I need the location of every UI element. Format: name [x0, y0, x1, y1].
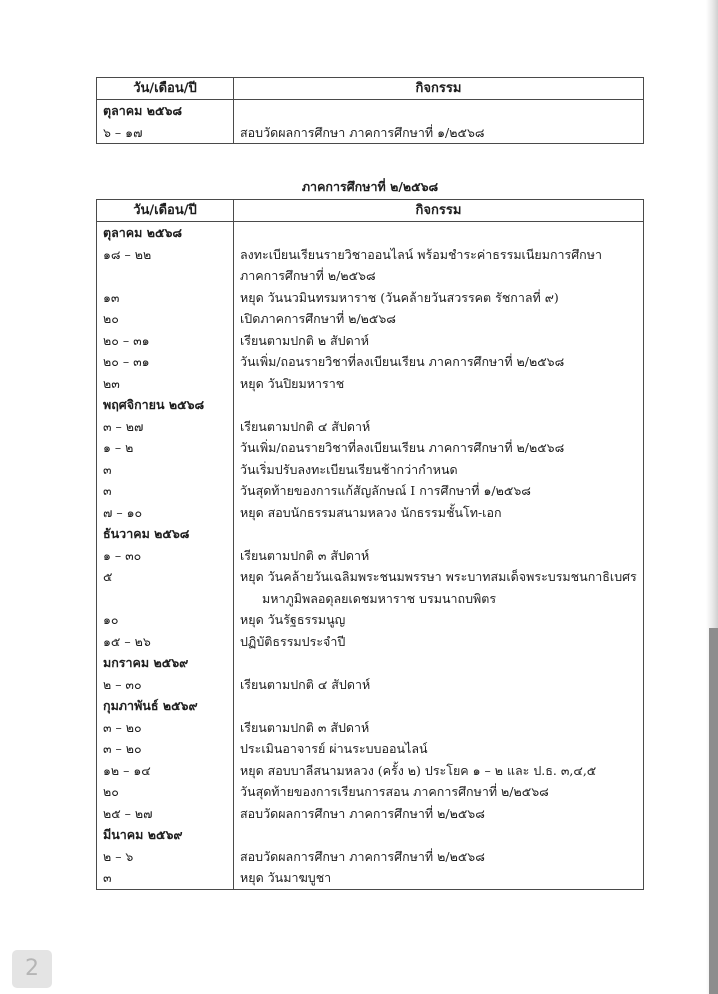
table-row: [97, 373, 644, 395]
activity-cell: [234, 803, 644, 825]
activity-text: สอบวัดผลการศึกษา ภาคการศึกษาที่ ๑/๒๕๖๘: [240, 124, 485, 140]
table-row: [97, 846, 644, 868]
table-row: [97, 803, 644, 825]
table-row: [97, 308, 644, 330]
page-edge-dark: [709, 628, 718, 994]
activity-text: วันเริ่มปรับลงทะเบียนเรียนช้ากว่ากำหนด: [240, 461, 458, 477]
activity-text: วันสุดท้ายของการเรียนการสอน ภาคการศึกษาที่ ๒/๒๕๖๘: [240, 784, 549, 799]
date-cell: ๒ – ๓๐: [97, 674, 234, 696]
date-cell: ๓ – ๒๐: [97, 717, 234, 739]
date-cell: ๗ – ๑๐: [97, 502, 234, 524]
activity-cell: [234, 717, 644, 739]
date-cell: ๑ – ๒: [97, 437, 234, 459]
month-row: [97, 824, 644, 846]
activity-text: เปิดภาคการศึกษาที่ ๒/๒๕๖๘: [240, 311, 396, 326]
activity-cell: [234, 351, 644, 373]
activity-text-continued: ภาคการศึกษาที่ ๒/๒๕๖๘: [240, 268, 376, 283]
month-row: [97, 652, 644, 674]
date-cell: ๕: [97, 566, 234, 609]
header-date: วัน/เดือน/ปี: [97, 78, 234, 100]
month-row: [97, 394, 644, 416]
table-row: [97, 330, 644, 352]
activity-cell: [234, 416, 644, 438]
month-label: กุมภาพันธ์ ๒๕๖๙: [97, 695, 234, 717]
date-cell: ๓: [97, 480, 234, 502]
activity-cell: [234, 330, 644, 352]
table-row: [97, 437, 644, 459]
table-row: [97, 459, 644, 481]
table-row: [97, 760, 644, 782]
table-row: [97, 738, 644, 760]
date-cell: ๒๐: [97, 308, 234, 330]
table-header-row: [97, 78, 644, 100]
activity-cell: [234, 738, 644, 760]
table-row: [97, 545, 644, 567]
date-cell: ๓: [97, 459, 234, 481]
header-activity: กิจกรรม: [234, 78, 644, 100]
table-row: [97, 631, 644, 653]
activity-cell: [234, 824, 644, 846]
activity-cell: [234, 437, 644, 459]
table-row: [97, 566, 644, 609]
month-label: พฤศจิกายน ๒๕๖๘: [97, 394, 234, 416]
activity-text: สอบวัดผลการศึกษา ภาคการศึกษาที่ ๒/๒๕๖๘: [240, 805, 485, 821]
month-label: ธันวาคม ๒๕๖๘: [97, 523, 234, 545]
activity-cell: [234, 122, 644, 144]
activity-cell: [234, 523, 644, 545]
date-cell: ๑๒ – ๑๔: [97, 760, 234, 782]
date-cell: ๑๘ – ๒๒: [97, 244, 234, 287]
date-cell: ๓: [97, 867, 234, 889]
activity-cell: [234, 244, 644, 287]
activity-text: เรียนตามปกติ ๒ สัปดาห์: [240, 332, 369, 348]
activity-cell: [234, 394, 644, 416]
calendar-table-semester-1: [96, 77, 644, 144]
date-cell: ๑๕ – ๒๖: [97, 631, 234, 653]
activity-cell: [234, 695, 644, 717]
activity-cell: [234, 373, 644, 395]
date-cell: ๓ – ๒๐: [97, 738, 234, 760]
activity-text: ปฏิบัติธรรมประจำปี: [240, 633, 346, 649]
semester-title: ภาคการศึกษาที่ ๒/๒๕๖๘: [301, 179, 439, 194]
date-cell: ๒๓: [97, 373, 234, 395]
month-label: มีนาคม ๒๕๖๙: [97, 824, 234, 846]
activity-cell: [234, 781, 644, 803]
table-row: [97, 122, 644, 144]
activity-text: วันเพิ่ม/ถอนรายวิชาที่ลงเบียนเรียน ภาคการศึกษาที่ ๒/๒๕๖๘: [240, 440, 565, 455]
table-header-row: [97, 200, 644, 222]
activity-cell: [234, 308, 644, 330]
table-row: [97, 781, 644, 803]
activity-text: วันสุดท้ายของการแก้สัญลักษณ์ I การศึกษาที่ ๑/๒๕๖๘: [240, 483, 531, 498]
activity-text: เรียนตามปกติ ๔ สัปดาห์: [240, 418, 371, 434]
table-row: [97, 480, 644, 502]
table-row: [97, 287, 644, 309]
activity-text: เรียนตามปกติ ๔ สัปดาห์: [240, 676, 371, 692]
activity-cell: [234, 459, 644, 481]
activity-text: หยุด สอบบาลีสนามหลวง (ครั้ง ๒) ประโยค ๑ – ๒ และ ป.ธ. ๓,๔,๕: [240, 762, 597, 778]
date-cell: ๖ – ๑๗: [97, 122, 234, 144]
month-row: [97, 523, 644, 545]
date-cell: ๑ – ๓๐: [97, 545, 234, 567]
date-cell: ๒ – ๖: [97, 846, 234, 868]
activity-cell: [234, 502, 644, 524]
date-cell: ๒๐ – ๓๑: [97, 351, 234, 373]
activity-cell: [234, 760, 644, 782]
table-row: [97, 717, 644, 739]
activity-cell: [234, 631, 644, 653]
activity-text: หยุด สอบนักธรรมสนามหลวง นักธรรมชั้นโท-เอก: [240, 504, 502, 520]
activity-cell: [234, 566, 644, 609]
date-cell: ๑๐: [97, 609, 234, 631]
activity-text: หยุด วันคล้ายวันเฉลิมพระชนมพรรษา พระบาทสมเด็จพระบรมชนกาธิเบศร: [240, 569, 637, 584]
activity-cell: [234, 100, 644, 122]
table-row: [97, 867, 644, 889]
table-row: [97, 674, 644, 696]
activity-text: วันเพิ่ม/ถอนรายวิชาที่ลงเบียนเรียน ภาคการศึกษาที่ ๒/๒๕๖๘: [240, 354, 565, 369]
table-row: [97, 609, 644, 631]
activity-cell: [234, 480, 644, 502]
date-cell: ๒๐: [97, 781, 234, 803]
activity-text: ประเมินอาจารย์ ผ่านระบบออนไลน์: [240, 741, 428, 756]
activity-text: หยุด วันนวมินทรมหาราช (วันคล้ายวันสวรรคต รัชกาลที่ ๙): [240, 289, 559, 305]
activity-cell: [234, 545, 644, 567]
activity-text: เรียนตามปกติ ๓ สัปดาห์: [240, 719, 370, 735]
month-row: [97, 100, 644, 122]
header-date: วัน/เดือน/ปี: [97, 200, 234, 222]
table-row: [97, 244, 644, 287]
date-cell: ๒๕ – ๒๗: [97, 803, 234, 825]
table-row: [97, 351, 644, 373]
month-row: [97, 695, 644, 717]
page-number-badge: 2: [12, 950, 52, 988]
table-row: [97, 502, 644, 524]
activity-cell: [234, 867, 644, 889]
month-label: ตุลาคม ๒๕๖๘: [97, 222, 234, 244]
activity-cell: [234, 846, 644, 868]
table-row: [97, 416, 644, 438]
month-label: ตุลาคม ๒๕๖๘: [97, 100, 234, 122]
activity-text: ลงทะเบียนเรียนรายวิชาออนไลน์ พร้อมชำระค่าธรรมเนียมการศึกษา: [240, 246, 603, 262]
activity-cell: [234, 652, 644, 674]
date-cell: ๑๓: [97, 287, 234, 309]
date-cell: ๓ – ๒๗: [97, 416, 234, 438]
activity-text: หยุด วันรัฐธรรมนูญ: [240, 612, 346, 627]
calendar-table-semester-2: [96, 199, 644, 890]
activity-cell: [234, 609, 644, 631]
month-label: มกราคม ๒๕๖๙: [97, 652, 234, 674]
date-cell: ๒๐ – ๓๑: [97, 330, 234, 352]
activity-cell: [234, 674, 644, 696]
activity-text: หยุด วันมาฆบูชา: [240, 870, 332, 885]
activity-cell: [234, 287, 644, 309]
activity-text: เรียนตามปกติ ๓ สัปดาห์: [240, 547, 370, 563]
activity-text-continued: มหาภูมิพลอดุลยเดชมหาราช บรมนาถบพิตร: [262, 590, 497, 606]
activity-text: หยุด วันปิยมหาราช: [240, 375, 345, 391]
month-row: [97, 222, 644, 244]
activity-text: สอบวัดผลการศึกษา ภาคการศึกษาที่ ๒/๒๕๖๘: [240, 848, 485, 864]
activity-cell: [234, 222, 644, 244]
header-activity: กิจกรรม: [234, 200, 644, 222]
